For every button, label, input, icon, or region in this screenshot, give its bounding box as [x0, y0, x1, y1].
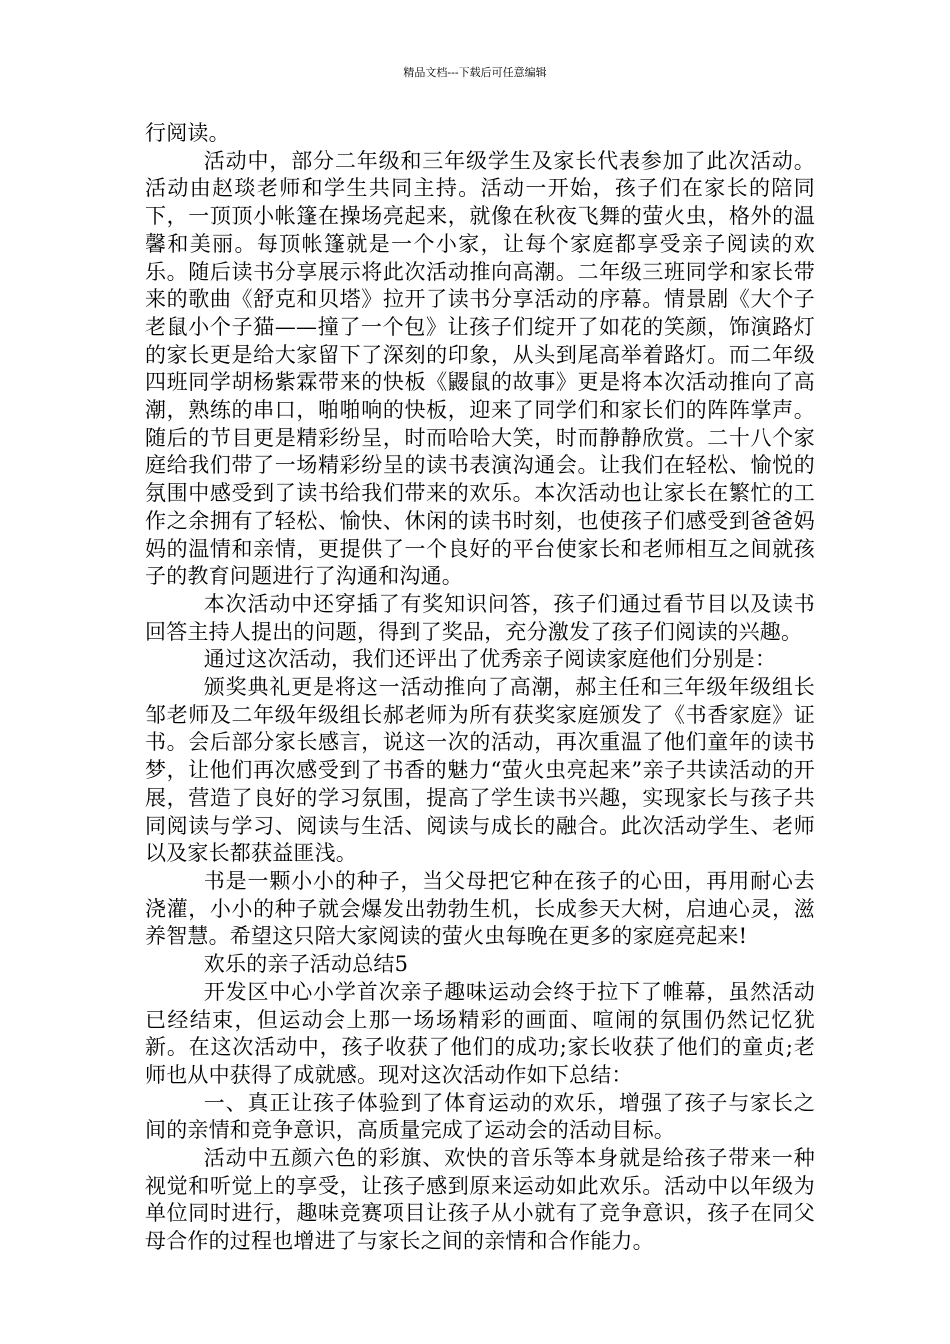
- section-heading: 欢乐的亲子活动总结5: [203, 952, 409, 977]
- paragraph: 颁奖典礼更是将这一活动推向了高潮，郝主任和三年级年级组长邹老师及二年级年级组长郝老师为所有获奖家庭颁发了《书香家庭》证书。会后部分家长感言，说这一次的活动，再次重温了他们童年的读书梦，让他们再次感受到了书香的魅力“萤火虫亮起来”亲子共读活动的开展，营造了良好的学习氛围，提高了学生读书兴趣，实现家长与孩子共同阅读与学习、阅读与生活、阅读与成长的融合。此次活动学生、老师以及家长都获益匪浅。: [145, 675, 815, 866]
- paragraph: 一、真正让孩子体验到了体育运动的欢乐，增强了孩子与家长之间的亲情和竞争意识，高质量完成了运动会的活动目标。: [145, 1090, 815, 1143]
- paragraph: 活动中，部分二年级和三年级学生及家长代表参加了此次活动。活动由赵琰老师和学生共同主持。活动一开始，孩子们在家长的陪同下，一顶顶小帐篷在操场亮起来，就像在秋夜飞舞的萤火虫，格外的温馨和美丽。每顶帐篷就是一个小家，让每个家庭都享受亲子阅读的欢乐。随后读书分享展示将此次活动推向高潮。二年级三班同学和家长带来的歌曲《舒克和贝塔》拉开了读书分享活动的序幕。情景剧《大个子老鼠小个子猫——撞了一个包》让孩子们绽开了如花的笑颜，饰演路灯的家长更是给大家留下了深刻的印象，从头到尾高举着路灯。而二年级四班同学胡杨紫霖带来的快板《鼹鼠的故事》更是将本次活动推向了高潮，熟练的串口，啪啪响的快板，迎来了同学们和家长们的阵阵掌声。随后的节目更是精彩纷呈，时而哈哈大笑，时而静静欣赏。二十八个家庭给我们带了一场精彩纷呈的读书表演沟通会。让我们在轻松、愉悦的氛围中感受到了读书给我们带来的欢乐。本次活动也让家长在繁忙的工作之余拥有了轻松、愉快、休闲的读书时刻，也使孩子们感受到爸爸妈妈的温情和亲情，更提供了一个良好的平台使家长和老师相互之间就孩子的教育问题进行了沟通和沟通。: [145, 148, 815, 589]
- paragraph: 书是一颗小小的种子，当父母把它种在孩子的心田，再用耐心去浇灌，小小的种子就会爆发出勃勃生机，长成参天大树，启迪心灵，滋养智慧。希望这只陪大家阅读的萤火虫每晚在更多的家庭亮起来!: [145, 868, 815, 949]
- paragraph: 活动中五颜六色的彩旗、欢快的音乐等本身就是给孩子带来一种视觉和听觉上的享受，让孩子感到原来运动如此欢乐。活动中以年级为单位同时进行，趣味竞赛项目让孩子从小就有了竞争意识，孩子在同父母合作的过程也增进了与家长之间的亲情和合作能力。: [145, 1146, 815, 1254]
- document-body: [145, 120, 815, 1256]
- paragraph: 本次活动中还穿插了有奖知识问答，孩子们通过看节目以及读书回答主持人提出的问题，得到了奖品，充分激发了孩子们阅读的兴趣。: [145, 591, 815, 644]
- paragraph: 开发区中心小学首次亲子趣味运动会终于拉下了帷幕，虽然活动已经结束，但运动会上那一场场精彩的画面、喧闹的氛围仍然记忆犹新。在这次活动中，孩子收获了他们的成功;家长收获了他们的童贞;老师也从中获得了成就感。现对这次活动作如下总结：: [145, 979, 815, 1087]
- paragraph: 行阅读。: [145, 121, 230, 145]
- paragraph: 通过这次活动，我们还评出了优秀亲子阅读家庭他们分别是：: [203, 647, 777, 672]
- page-header: 精品文档---下载后可任意编辑: [403, 66, 547, 79]
